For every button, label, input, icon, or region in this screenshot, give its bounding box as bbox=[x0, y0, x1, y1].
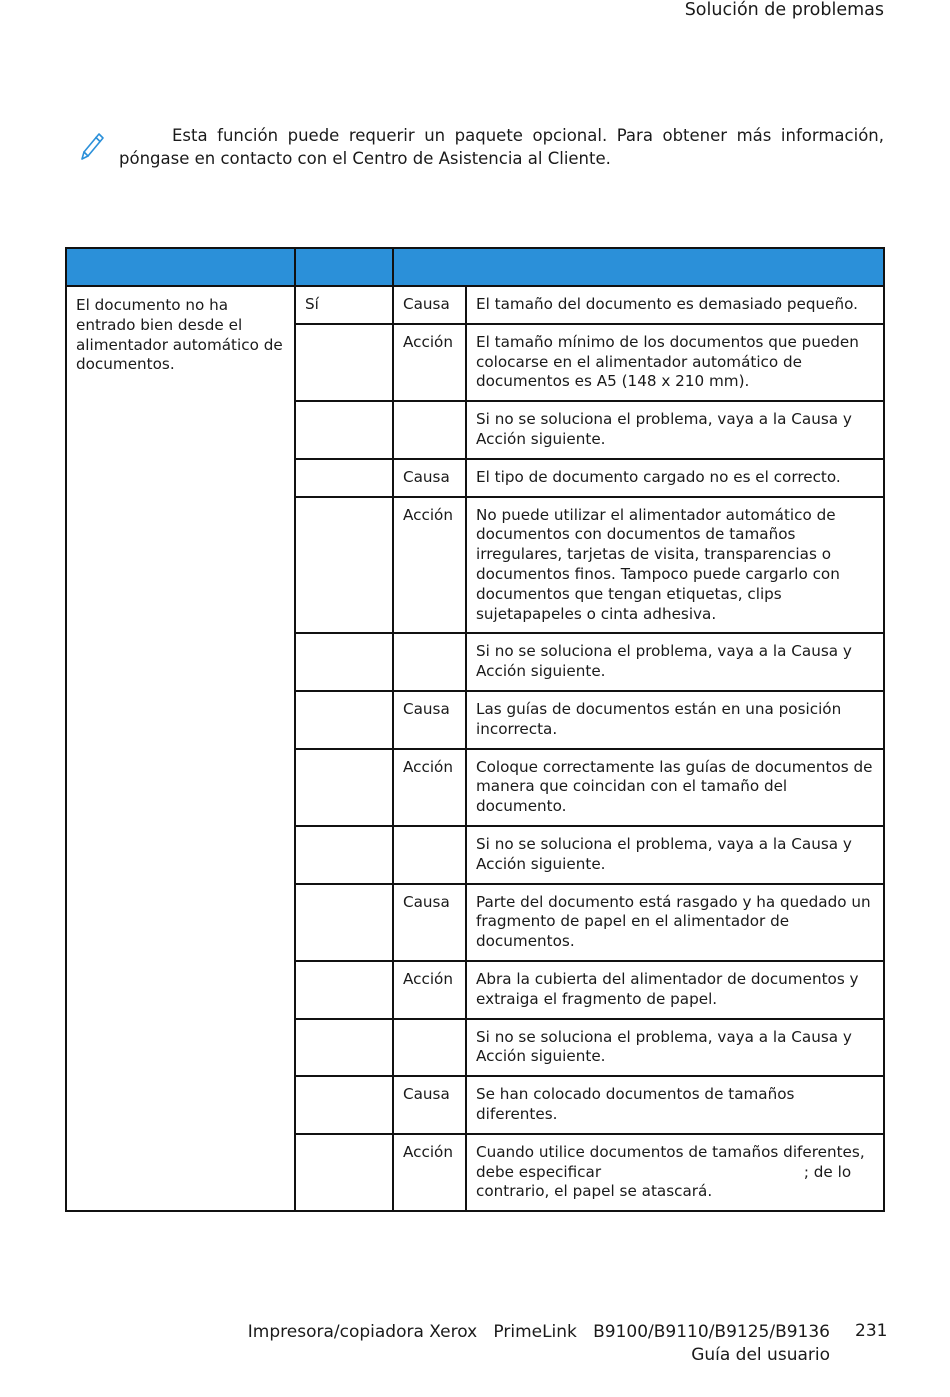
answer-cell bbox=[295, 1019, 393, 1077]
table-row bbox=[66, 286, 884, 324]
answer-cell bbox=[295, 324, 393, 401]
table-header-row bbox=[66, 248, 884, 286]
answer-cell bbox=[295, 826, 393, 884]
answer-cell bbox=[295, 497, 393, 634]
row-text: El tamaño mínimo de los documentos que pueden colocarse en el alimentador automático de documentos es A5 (148 x 210 mm). bbox=[466, 324, 884, 401]
answer-cell bbox=[295, 884, 393, 961]
row-text: Cuando utilice documentos de tamaños diferentes, debe especificar ; de lo contrario, el papel se atascará. bbox=[466, 1134, 884, 1211]
row-type: Causa bbox=[393, 884, 466, 961]
row-type: Causa bbox=[393, 691, 466, 749]
header-answer bbox=[295, 248, 393, 286]
page-number: 231 bbox=[855, 1321, 888, 1341]
row-text: Parte del documento está rasgado y ha quedado un fragmento de papel en el alimentador de documentos. bbox=[466, 884, 884, 961]
answer-cell bbox=[295, 961, 393, 1019]
row-type bbox=[393, 1019, 466, 1077]
troubleshooting-table bbox=[65, 247, 885, 1212]
answer-cell bbox=[295, 1134, 393, 1211]
row-text: Si no se soluciona el problema, vaya a la Causa y Acción siguiente. bbox=[466, 401, 884, 459]
row-type: Acción bbox=[393, 749, 466, 826]
header-problem bbox=[66, 248, 295, 286]
row-type bbox=[393, 401, 466, 459]
row-text: El tamaño del documento es demasiado pequeño. bbox=[466, 286, 884, 324]
note bbox=[78, 124, 884, 170]
note-text: Esta función puede requerir un paquete opcional. Para obtener más información, póngase en contacto con el Centro de Asistencia al Cliente. bbox=[119, 126, 884, 168]
answer-cell: Sí bbox=[295, 286, 393, 324]
row-type: Acción bbox=[393, 497, 466, 634]
answer-cell bbox=[295, 401, 393, 459]
row-type: Acción bbox=[393, 324, 466, 401]
pencil-note-icon bbox=[78, 128, 106, 162]
row-type: Causa bbox=[393, 286, 466, 324]
row-text: No puede utilizar el alimentador automático de documentos con documentos de tamaños irregulares, tarjetas de visita, transparencias o documentos finos. Tampoco puede cargarlo con documentos que tengan etiquetas, clips sujetapapeles o cinta adhesiva. bbox=[466, 497, 884, 634]
row-type: Acción bbox=[393, 1134, 466, 1211]
footer-guide: Guía del usuario bbox=[691, 1345, 830, 1365]
row-type: Acción bbox=[393, 961, 466, 1019]
row-text: El tipo de documento cargado no es el correcto. bbox=[466, 459, 884, 497]
row-type bbox=[393, 826, 466, 884]
row-type: Causa bbox=[393, 459, 466, 497]
answer-cell bbox=[295, 1076, 393, 1134]
row-type bbox=[393, 633, 466, 691]
row-text: Si no se soluciona el problema, vaya a la Causa y Acción siguiente. bbox=[466, 1019, 884, 1077]
answer-cell bbox=[295, 633, 393, 691]
footer-product: Impresora/copiadora Xerox PrimeLink B9100/B9110/B9125/B9136 bbox=[247, 1322, 830, 1342]
header-solution bbox=[393, 248, 884, 286]
row-text: Si no se soluciona el problema, vaya a la Causa y Acción siguiente. bbox=[466, 633, 884, 691]
row-text: Abra la cubierta del alimentador de documentos y extraiga el fragmento de papel. bbox=[466, 961, 884, 1019]
row-text: Si no se soluciona el problema, vaya a la Causa y Acción siguiente. bbox=[466, 826, 884, 884]
answer-cell bbox=[295, 459, 393, 497]
row-text: Las guías de documentos están en una posición incorrecta. bbox=[466, 691, 884, 749]
problem-cell: El documento no ha entrado bien desde el alimentador automático de documentos. bbox=[66, 286, 295, 1211]
section-title: Solución de problemas bbox=[684, 0, 884, 20]
row-text: Se han colocado documentos de tamaños diferentes. bbox=[466, 1076, 884, 1134]
row-type: Causa bbox=[393, 1076, 466, 1134]
answer-cell bbox=[295, 749, 393, 826]
answer-cell bbox=[295, 691, 393, 749]
row-text: Coloque correctamente las guías de documentos de manera que coincidan con el tamaño del documento. bbox=[466, 749, 884, 826]
